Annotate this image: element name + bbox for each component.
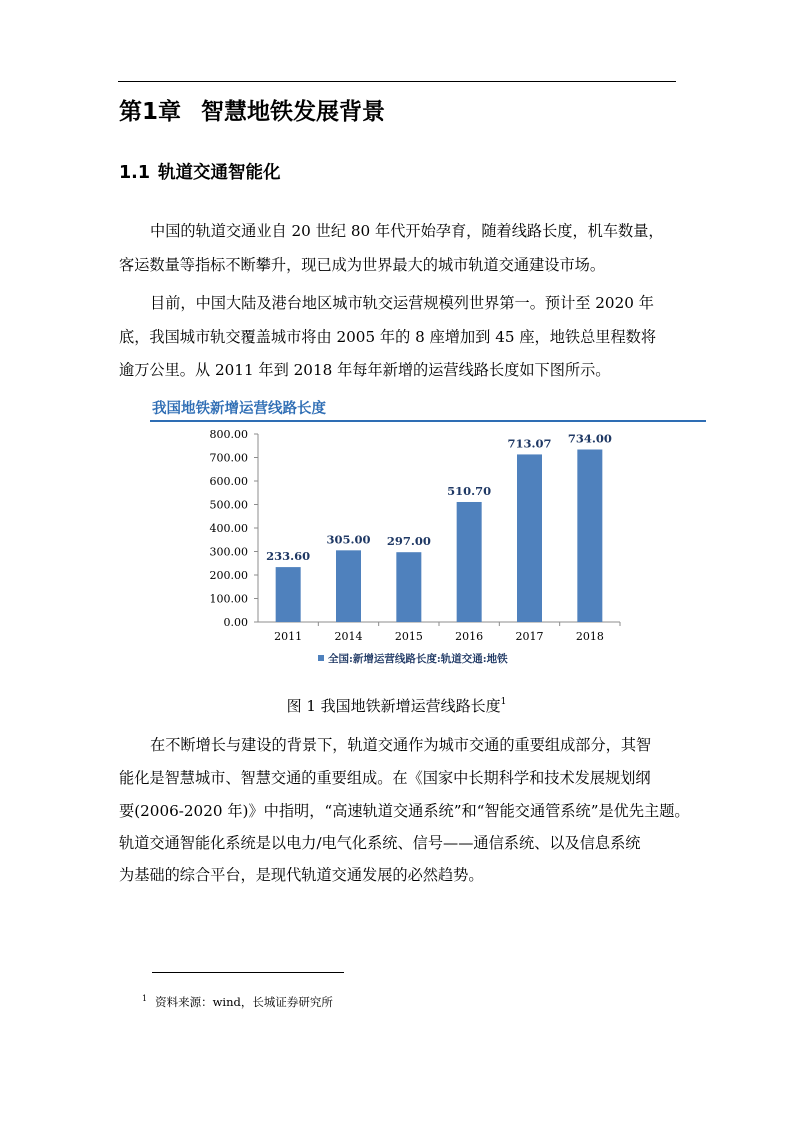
paragraph-3-line-2: 能化是智慧城市、智慧交通的重要组成。在《国家中长期科学和技术发展规划纲 [119, 769, 651, 787]
y-tick-label: 600.00 [209, 475, 248, 488]
figure-footnote-mark: 1 [500, 697, 507, 707]
y-tick-label: 300.00 [209, 545, 248, 559]
footnote-rule [152, 972, 344, 973]
bar-value-label: 233.60 [266, 549, 311, 564]
bar-2016 [457, 502, 482, 622]
y-tick-label: 0.00 [223, 616, 248, 629]
bar-value-label: 510.70 [447, 483, 492, 498]
legend-label: 全国:新增运营线路长度:轨道交通:地铁 [328, 653, 508, 665]
y-tick-label: 400.00 [209, 522, 248, 535]
bar-value-label: 305.00 [326, 532, 371, 547]
bar-value-label: 734.00 [567, 431, 612, 446]
footnote [142, 991, 333, 1010]
bar-2017 [517, 454, 542, 622]
bar-2018 [577, 450, 602, 622]
paragraph-1-line-1: 中国的轨道交通业自 20 世纪 80 年代开始孕育，随着线路长度，机车数量， [150, 222, 664, 240]
footnote-text: 资料来源：wind，长城证券研究所 [155, 995, 333, 1009]
x-tick-label: 2018 [575, 630, 604, 643]
x-tick-label: 2011 [274, 630, 303, 643]
bar-value-label: 297.00 [386, 534, 431, 549]
chart-title: 我国地铁新增运营线路长度 [152, 400, 326, 417]
footnote-mark: 1 [142, 994, 148, 1003]
legend-swatch [318, 655, 324, 661]
bar-2011 [276, 567, 301, 622]
y-tick-label: 800.00 [209, 428, 248, 441]
y-tick-label: 700.00 [209, 451, 248, 465]
chapter-title-text: 智慧地铁发展背景 [201, 99, 386, 125]
section-title [119, 160, 281, 186]
bar-chart [150, 398, 708, 674]
x-tick-label: 2014 [334, 630, 363, 643]
paragraph-2-line-3: 逾万公里。从 2011 年到 2018 年每年新增的运营线路长度如下图所示。 [119, 361, 611, 379]
header-rule [118, 81, 676, 82]
section-number: 1.1 [119, 163, 151, 183]
y-tick-label: 100.00 [209, 592, 248, 606]
x-tick-label: 2017 [515, 630, 544, 643]
bar-value-label: 713.07 [507, 436, 552, 451]
y-tick-label: 500.00 [209, 498, 248, 512]
paragraph-2-line-1: 目前，中国大陆及港台地区城市轨交运营规模列世界第一。预计至 2020 年 [150, 294, 654, 312]
paragraph-2-line-2: 底，我国城市轨交覆盖城市将由 2005 年的 8 座增加到 45 座，地铁总里程数将 [119, 328, 657, 346]
chapter-title [119, 97, 385, 127]
chapter-number: 第1章 [119, 99, 182, 125]
x-tick-label: 2015 [394, 630, 423, 643]
section-title-text: 轨道交通智能化 [158, 163, 281, 183]
figure-caption [0, 690, 793, 718]
figure-caption-text: 图 1 我国地铁新增运营线路长度 [286, 697, 501, 715]
bar-2014 [336, 550, 361, 622]
paragraph-3-line-1: 在不断增长与建设的背景下，轨道交通作为城市交通的重要组成部分，其智 [150, 736, 652, 754]
bar-2015 [396, 552, 421, 622]
paragraph-3-line-4: 轨道交通智能化系统是以电力/电气化系统、信号——通信系统、以及信息系统 [119, 834, 641, 852]
x-tick-label: 2016 [455, 630, 484, 643]
paragraph-1-line-2: 客运数量等指标不断攀升，现已成为世界最大的城市轨道交通建设市场。 [119, 256, 605, 274]
chart-canvas [150, 422, 708, 674]
paragraph-3-line-3: 要(2006-2020 年)》中指明，“高速轨道交通系统”和“智能交通管系统”是优先主题。 [119, 802, 690, 820]
paragraph-3-line-5: 为基础的综合平台，是现代轨道交通发展的必然趋势。 [119, 866, 484, 884]
y-tick-label: 200.00 [209, 569, 248, 582]
